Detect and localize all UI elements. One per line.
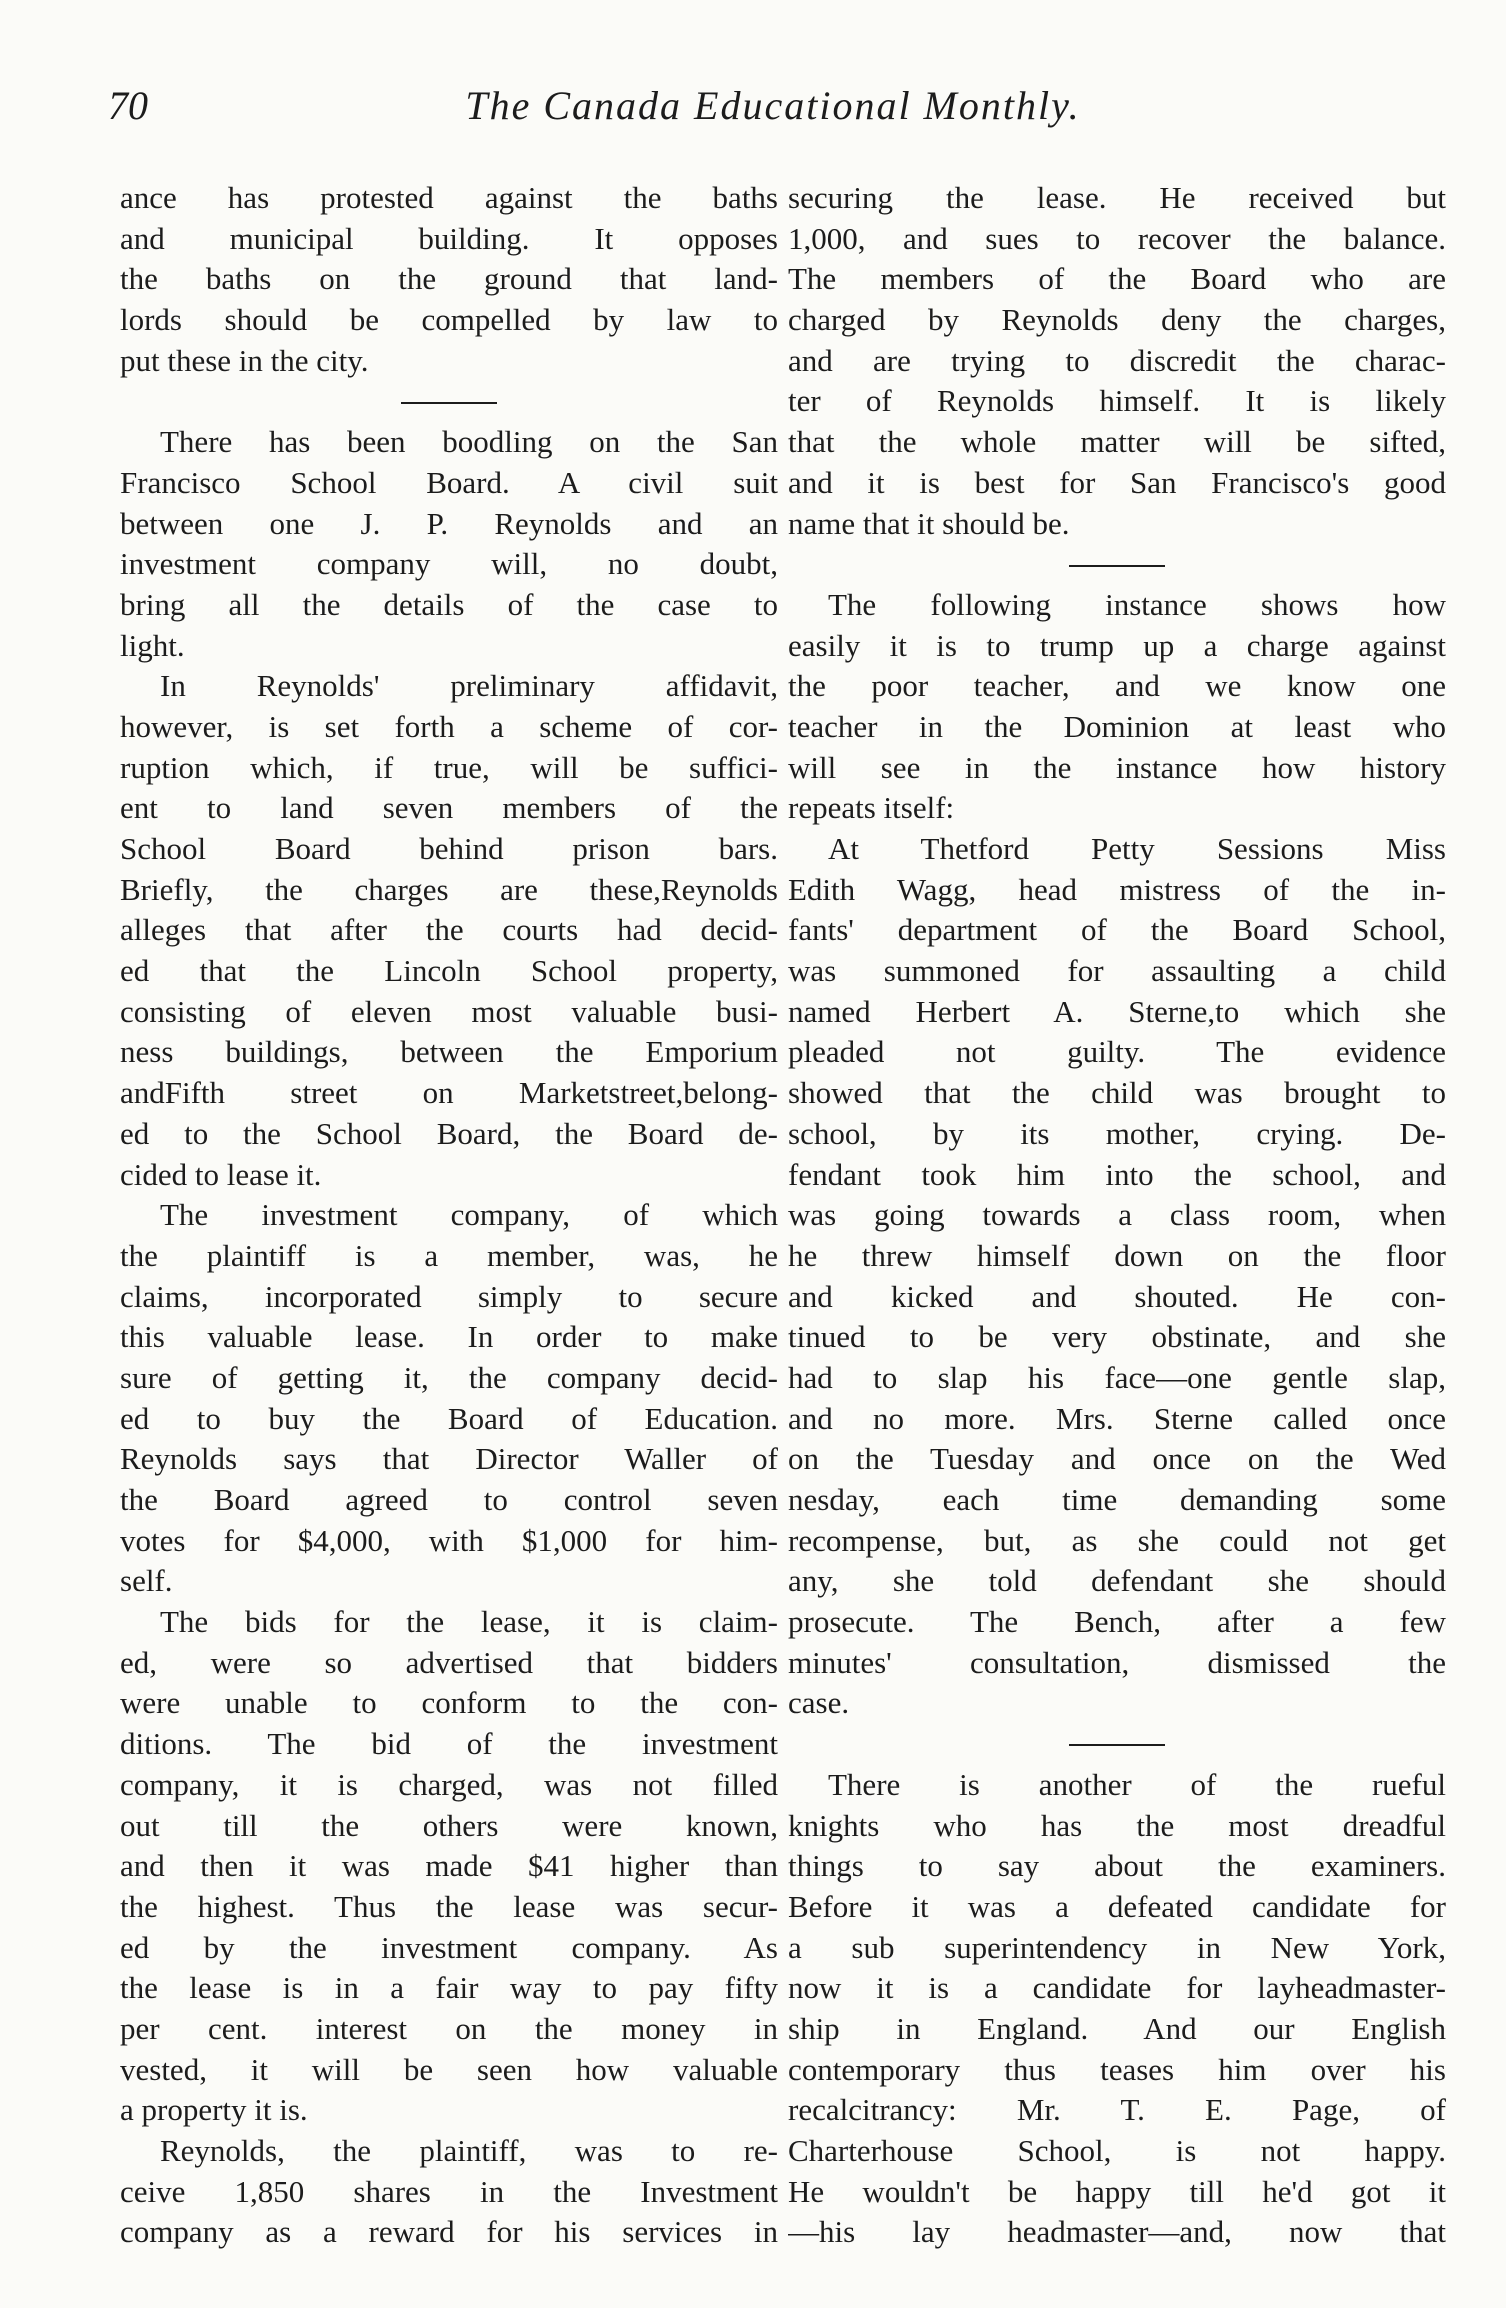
text-line: case. <box>788 1685 850 1721</box>
left-column <box>120 178 778 2253</box>
divider-rule <box>1069 1744 1165 1746</box>
text-line: minutes' consultation, dismissed the <box>788 1644 1446 1680</box>
text-line: vested, it will be seen how valuable <box>120 2051 778 2087</box>
text-line: At Thetford Petty Sessions Miss <box>828 831 1446 866</box>
text-line: ness buildings, between the Emporium <box>120 1034 778 1070</box>
text-line: ship in England. And our English <box>788 2010 1446 2046</box>
text-line: sure of getting it, the company decid- <box>120 1359 778 1395</box>
text-line: cided to lease it. <box>120 1156 322 1192</box>
text-line: votes for $4,000, with $1,000 for him- <box>120 1522 778 1558</box>
text-line: showed that the child was brought to <box>788 1075 1446 1111</box>
text-line: ed, were so advertised that bidders <box>120 1644 778 1680</box>
text-line: ceive 1,850 shares in the Investment <box>120 2173 778 2209</box>
text-line: the baths on the ground that land- <box>120 261 778 297</box>
text-line: consisting of eleven most valuable busi- <box>120 993 778 1029</box>
text-line: he threw himself down on the floor <box>788 1237 1446 1273</box>
text-line: He wouldn't be happy till he'd got it <box>788 2173 1446 2209</box>
text-line: Reynolds says that Director Waller of <box>120 1441 778 1477</box>
text-line: fendant took him into the school, and <box>788 1156 1446 1192</box>
running-title: The Canada Educational Monthly. <box>465 83 1081 128</box>
text-line: and are trying to discredit the charac- <box>788 342 1446 378</box>
text-line: The following instance shows how <box>828 586 1446 622</box>
text-line: Reynolds, the plaintiff, was to re- <box>160 2133 778 2168</box>
text-line: company, it is charged, was not filled <box>120 1766 778 1802</box>
text-line: school, by its mother, crying. De- <box>788 1115 1446 1151</box>
section-divider <box>788 544 1446 585</box>
text-line: and it is best for San Francisco's good <box>788 464 1446 500</box>
text-line: a property it is. <box>120 2092 308 2128</box>
text-line: There has been boodling on the San <box>160 424 778 460</box>
text-line: the lease is in a fair way to pay fifty <box>120 1970 778 2006</box>
text-line: out till the others were known, <box>120 1807 778 1843</box>
text-line: fants' department of the Board School, <box>788 912 1446 948</box>
text-line: put these in the city. <box>120 342 369 378</box>
text-line: In Reynolds' preliminary affidavit, <box>160 668 778 704</box>
text-line: per cent. interest on the money in <box>120 2010 778 2046</box>
text-line: will see in the instance how history <box>788 749 1446 785</box>
text-line: and municipal building. It opposes <box>120 220 778 256</box>
text-line: tinued to be very obstinate, and she <box>788 1319 1446 1355</box>
text-line: easily it is to trump up a charge against <box>788 627 1446 663</box>
text-line: the Board agreed to control seven <box>120 1482 778 1517</box>
text-line: 1,000, and sues to recover the balance. <box>788 220 1446 256</box>
text-line: alleges that after the courts had decid- <box>120 912 778 948</box>
text-line: The members of the Board who are <box>788 261 1446 297</box>
text-line: —his lay headmaster—and, now that <box>788 2214 1446 2250</box>
text-line: lords should be compelled by law to <box>120 302 778 338</box>
section-divider <box>788 1724 1446 1765</box>
text-line: and no more. Mrs. Sterne called once <box>788 1400 1446 1436</box>
text-line: ed that the Lincoln School property, <box>120 953 778 989</box>
divider-rule <box>1069 565 1165 567</box>
text-line: had to slap his face—one gentle slap, <box>788 1359 1446 1395</box>
text-line: charged by Reynolds deny the charges, <box>788 302 1446 338</box>
text-line: were unable to conform to the con- <box>120 1685 778 1721</box>
text-line: ance has protested against the baths <box>120 180 778 215</box>
text-line: Francisco School Board. A civil suit <box>120 464 778 500</box>
text-line: was going towards a class room, when <box>788 1197 1446 1233</box>
text-line: Before it was a defeated candidate for <box>788 1888 1446 1924</box>
text-line: was summoned for assaulting a child <box>788 953 1446 989</box>
text-line: pleaded not guilty. The evidence <box>788 1034 1446 1070</box>
text-line: a sub superintendency in New York, <box>788 1929 1446 1965</box>
text-line: however, is set forth a scheme of cor- <box>120 708 778 744</box>
text-line: self. <box>120 1563 173 1599</box>
text-line: now it is a candidate for layheadmaster- <box>788 1970 1446 2006</box>
page-number: 70 <box>108 83 148 128</box>
text-line: investment company will, no doubt, <box>120 546 778 582</box>
text-line: this valuable lease. In order to make <box>120 1319 778 1355</box>
text-line: things to say about the examiners. <box>788 1848 1446 1884</box>
page-header <box>108 82 1438 142</box>
text-line: between one J. P. Reynolds and an <box>120 505 778 541</box>
text-line: securing the lease. He received but <box>788 180 1446 215</box>
text-line: teacher in the Dominion at least who <box>788 708 1446 744</box>
text-line: ed to buy the Board of Education. <box>120 1400 778 1436</box>
text-line: ruption which, if true, will be suffici- <box>120 749 778 785</box>
text-line: ed to the School Board, the Board de- <box>120 1115 778 1151</box>
text-line: and kicked and shouted. He con- <box>788 1278 1446 1314</box>
text-line: name that it should be. <box>788 505 1070 541</box>
text-line: Briefly, the charges are these,Reynolds <box>120 871 778 907</box>
text-line: School Board behind prison bars. <box>120 831 778 866</box>
divider-rule <box>401 402 497 404</box>
text-line: recalcitrancy: Mr. T. E. Page, of <box>788 2092 1446 2128</box>
text-line: andFifth street on Marketstreet,belong- <box>120 1075 778 1111</box>
text-line: prosecute. The Bench, after a few <box>788 1604 1446 1640</box>
text-line: ditions. The bid of the investment <box>120 1726 778 1762</box>
section-divider <box>120 381 778 422</box>
text-line: The investment company, of which <box>160 1197 778 1233</box>
text-line: knights who has the most dreadful <box>788 1807 1446 1843</box>
text-line: that the whole matter will be sifted, <box>788 424 1446 460</box>
right-column <box>788 178 1446 2253</box>
text-line: recompense, but, as she could not get <box>788 1522 1446 1558</box>
text-line: company as a reward for his services in <box>120 2214 778 2250</box>
text-line: the highest. Thus the lease was secur- <box>120 1888 778 1924</box>
text-line: any, she told defendant she should <box>788 1563 1446 1599</box>
text-line: named Herbert A. Sterne,to which she <box>788 993 1446 1029</box>
text-line: the poor teacher, and we know one <box>788 668 1446 704</box>
text-line: nesday, each time demanding some <box>788 1482 1446 1517</box>
text-line: Charterhouse School, is not happy. <box>788 2133 1446 2168</box>
text-line: Edith Wagg, head mistress of the in- <box>788 871 1446 907</box>
text-line: The bids for the lease, it is claim- <box>160 1604 778 1640</box>
text-line: bring all the details of the case to <box>120 586 778 622</box>
text-line: There is another of the rueful <box>828 1766 1446 1802</box>
text-line: ent to land seven members of the <box>120 790 778 826</box>
text-line: claims, incorporated simply to secure <box>120 1278 778 1314</box>
text-line: the plaintiff is a member, was, he <box>120 1237 778 1273</box>
text-line: and then it was made $41 higher than <box>120 1848 778 1884</box>
text-line: ter of Reynolds himself. It is likely <box>788 383 1446 419</box>
text-line: contemporary thus teases him over his <box>788 2051 1446 2087</box>
text-line: on the Tuesday and once on the Wed <box>788 1441 1446 1477</box>
text-line: ed by the investment company. As <box>120 1929 778 1965</box>
text-line: light. <box>120 627 185 663</box>
text-line: repeats itself: <box>788 790 955 826</box>
